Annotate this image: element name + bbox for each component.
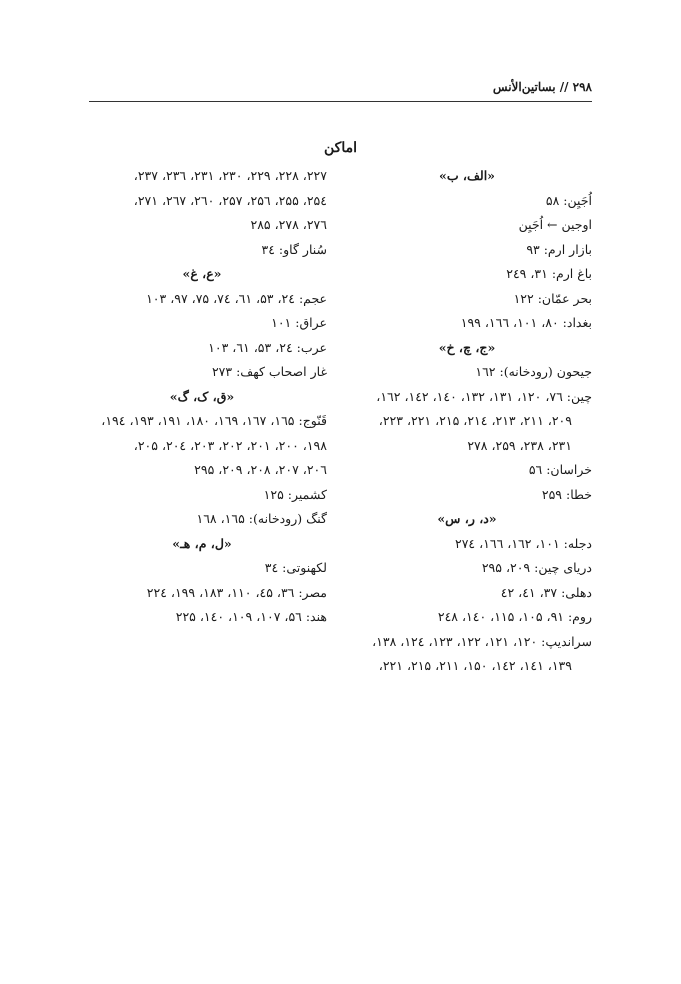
index-entry: خطا: ۲۵۹ [541, 486, 592, 502]
index-entry-continuation: ۲۰۹، ۲۱۱، ۲۱۳، ۲۱٤، ۲۱۵، ۲۲۱، ۲۲۳، [378, 413, 572, 428]
index-entry: ۱۹۸، ۲۰۰، ۲۰۱، ۲۰۲، ۲۰۳، ۲۰٤، ۲۰۵، [133, 437, 327, 453]
letter-group-heading: «ج، چ، خ» [438, 339, 496, 355]
letter-group-heading: «ق، ک، گ» [169, 388, 235, 404]
index-entry-continuation: ۱۳۹، ۱٤۱، ۱٤۲، ۱۵۰، ۲۱۱، ۲۱۵، ۲۲۱، [378, 658, 572, 673]
index-entry: غار اصحاب کهف: ۲۷۳ [211, 364, 327, 379]
index-entry: بازار ارم: ۹۳ [526, 241, 592, 257]
index-entry-continuation: ۲۳۱، ۲۳۸، ۲۵۹، ۲۷۸ [467, 437, 572, 453]
index-entry: اُجَیِن: ۵۸ [545, 192, 592, 208]
index-entry: باغ ارم: ۳۱، ۲٤۹ [506, 266, 592, 281]
letter-group-heading: «ع، غ» [182, 266, 222, 281]
index-column-right [342, 164, 592, 679]
index-entry: روم: ۹۱، ۱۰۵، ۱۱۵، ۱٤۰، ۲٤۸ [437, 609, 592, 624]
index-entry: بغداد: ۸۰، ۱۰۱، ۱٦٦، ۱۹۹ [460, 315, 592, 330]
index-entry: ۲۷٦، ۲۷۸، ۲۸۵ [250, 217, 327, 232]
index-entry: جیحون (رودخانه): ۱٦۲ [475, 364, 592, 379]
index-entry: لکهنوتی: ۳٤ [264, 560, 327, 575]
index-entry: ۲۵٤، ۲۵۵، ۲۵٦، ۲۵۷، ۲٦۰، ۲٦۷، ۲۷۱، [133, 192, 327, 208]
index-entry: دجله: ۱۰۱، ۱٦۲، ۱٦٦، ۲۷٤ [455, 535, 592, 551]
index-entry: گنگ (رودخانه): ۱٦۵، ۱٦۸ [196, 511, 327, 526]
index-entry: خراسان: ۵٦ [528, 462, 592, 477]
index-entry: ۲۲۷، ۲۲۸، ۲۲۹، ۲۳۰، ۲۳۱، ۲۳٦، ۲۳۷، [133, 168, 327, 183]
index-entry: عرب: ۲٤، ۵۳، ٦۱، ۱۰۳ [208, 339, 327, 355]
index-entry: اوجین ← اُجَیِن [518, 217, 592, 232]
index-entry: چین: ۷٦، ۱۲۰، ۱۳۱، ۱۳۲، ۱٤۰، ۱٤۲، ۱٦۲، [376, 388, 592, 404]
index-entry: سُنار گاو: ۳٤ [261, 241, 327, 257]
index-column-left [77, 164, 327, 630]
running-head: ۲۹۸ // بساتین‌الأنس [492, 80, 592, 94]
index-entry: عراق: ۱۰۱ [271, 315, 327, 330]
index-entry: قَنّوج: ۱٦۵، ۱٦۷، ۱٦۹، ۱۸۰، ۱۹۱، ۱۹۳، ۱۹٤، [101, 413, 327, 428]
index-entry: عجم: ۲٤، ۵۳، ٦۱، ۷٤، ۷۵، ۹۷، ۱۰۳ [146, 290, 327, 306]
index-entry: بحر عمّان: ۱۲۲ [513, 290, 592, 306]
letter-group-heading: «الف، ب» [439, 168, 495, 183]
index-entry: سراندیپ: ۱۲۰، ۱۲۱، ۱۲۲، ۱۲۳، ۱۲٤، ۱۳۸، [372, 633, 592, 649]
index-entry: هند: ۵٦، ۱۰۷، ۱۰۹، ۱٤۰، ۲۲۵ [175, 609, 327, 624]
header-rule [89, 101, 592, 102]
index-entry: کشمیر: ۱۲۵ [263, 486, 327, 502]
section-title: اماکن [324, 140, 357, 156]
letter-group-heading: «ل، م، هـ» [172, 535, 232, 551]
index-entry: مصر: ۳٦، ٤۵، ۱۱۰، ۱۸۳، ۱۹۹، ۲۲٤ [146, 584, 327, 600]
index-entry: دریای چین: ۲۰۹، ۲۹۵ [481, 560, 592, 575]
index-entry: ۲۰٦، ۲۰۷، ۲۰۸، ۲۰۹، ۲۹۵ [194, 462, 327, 477]
letter-group-heading: «د، ر، س» [437, 511, 497, 526]
index-entry: دهلی: ۳۷، ٤۱، ٤۲ [500, 584, 592, 600]
